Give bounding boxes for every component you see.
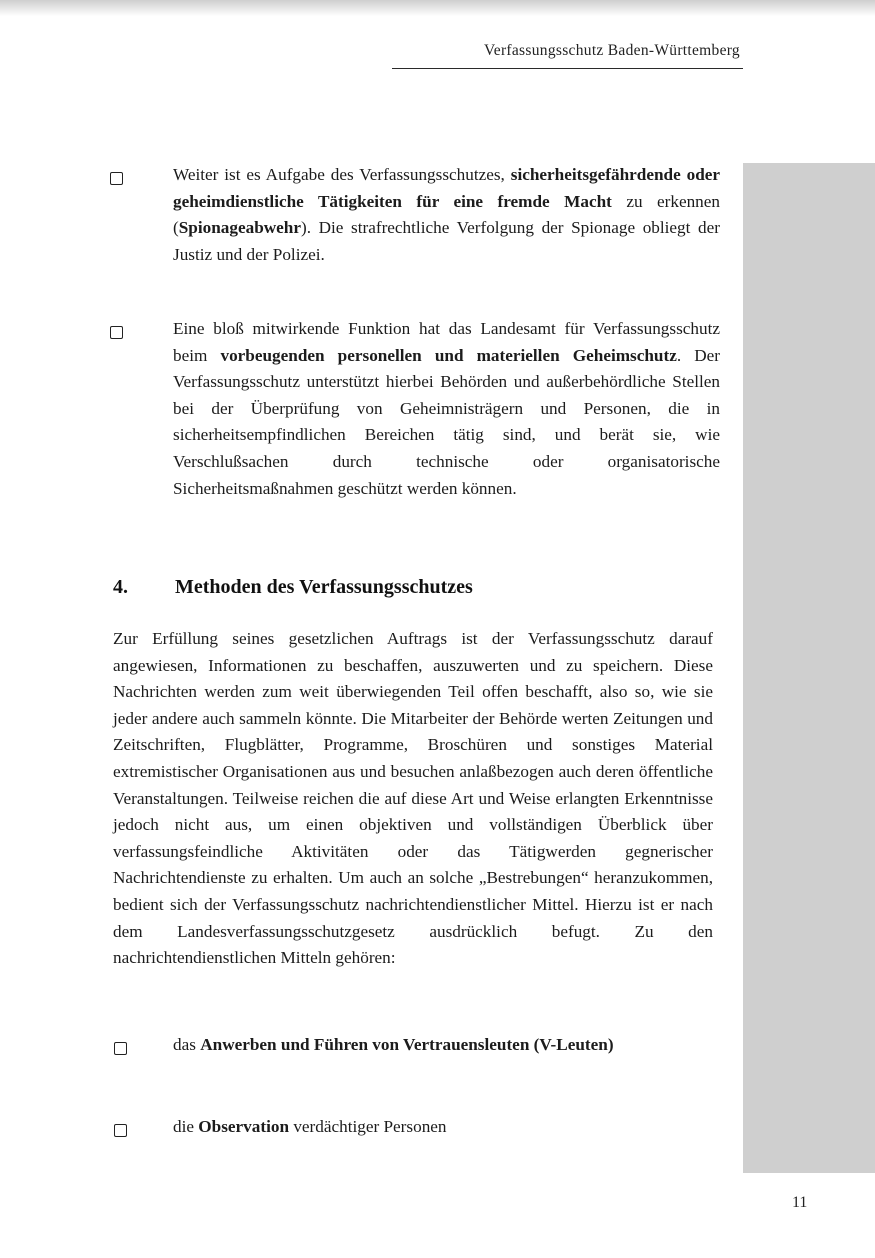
text-run: . Der Verfassungsschutz unterstützt hierbei Behörden und außerbehördliche Stellen bei der Überprüfung von Geheimnisträgern und Personen, die in sicherheitsempfindlichen Bereichen tätig sind, und berät sie, wie Verschlußsachen durch technische oder organisatorische Sicherheitsmaßnahmen geschützt werden können. [173, 345, 721, 498]
checkbox-bullet-icon [110, 326, 123, 339]
section-number: 4. [113, 576, 128, 598]
text-run: ). Die strafrechtliche Verfolgung der Spionage obliegt der Justiz und der Polizei. [173, 218, 720, 264]
bold-text-run: Anwerben und Führen von Vertrauensleuten (V-Leuten) [200, 1035, 614, 1054]
body-paragraph: Zur Erfüllung seines gesetzlichen Auftrags ist der Verfassungsschutz darauf angewiesen, Informationen zu beschaffen, auszuwerten und zu speichern. Diese Nachrichten werden zum weit überwiegenden Teil offen beschafft, also so, wie sie jeder andere auch sammeln könnte. Die Mitarbeiter der Behörde werten Zeitungen und Zeitschriften, Flugblätter, Programme, Broschüren und sonstiges Material extremistischer Organisationen aus und besuchen anlaßbezogen auch deren öffentliche Veranstaltungen. Teilweise reichen die auf diese Art und Weise erlangten Erkenntnisse jedoch nicht aus, um einen objektiven und vollständigen Überblick über verfassungsfeindliche Aktivitäten oder das Tätigwerden gegnerischer Nachrichtendienste zu erhalten. Um auch an solche „Bestrebungen“ heranzukommen, bedient sich der Verfassungsschutz nachrichtendienstlicher Mittel. Hierzu ist er nach dem Landesverfassungsschutzgesetz ausdrücklich befugt. Zu den nachrichtendienstlichen Mitteln gehören: [113, 629, 713, 968]
bullet-item [114, 1032, 719, 1059]
section-title: Methoden des Verfassungsschutzes [175, 576, 473, 598]
bold-text-run: vorbeugenden personellen und materiellen Geheimschutz [220, 345, 677, 365]
checkbox-bullet-icon [110, 172, 123, 185]
bullet-item [110, 316, 720, 502]
checkbox-bullet-icon [114, 1042, 127, 1055]
bullet-text [173, 1032, 719, 1059]
text-run: zu erkennen ( [173, 191, 720, 238]
bold-text-run: Spionageabwehr [178, 218, 301, 238]
text-run: verdächtiger Personen [289, 1117, 447, 1136]
section-heading [113, 576, 713, 599]
bullet-item [110, 162, 720, 268]
bullet-text [173, 162, 720, 268]
running-header: Verfassungsschutz Baden-Württemberg [484, 42, 740, 59]
header-rule [392, 68, 743, 69]
text-run: Eine bloß mitwirkende Funktion hat das Landesamt für Verfassungsschutz beim [173, 319, 720, 365]
page-number: 11 [792, 1194, 808, 1211]
checkbox-bullet-icon [114, 1124, 127, 1137]
bold-text-run: sicherheitsgefährdende oder geheimdienstliche Tätigkeiten für eine fremde Macht [173, 165, 721, 211]
scan-top-shade [0, 0, 875, 16]
text-run: die [173, 1117, 199, 1136]
text-run: das [173, 1035, 201, 1054]
text-run: Weiter ist es Aufgabe des Verfassungsschutzes, [173, 165, 511, 184]
bullet-text [173, 1114, 719, 1141]
bullet-item [114, 1114, 719, 1141]
bullet-text [173, 316, 720, 502]
side-margin-band [743, 163, 875, 1173]
bold-text-run: Observation [198, 1117, 290, 1136]
